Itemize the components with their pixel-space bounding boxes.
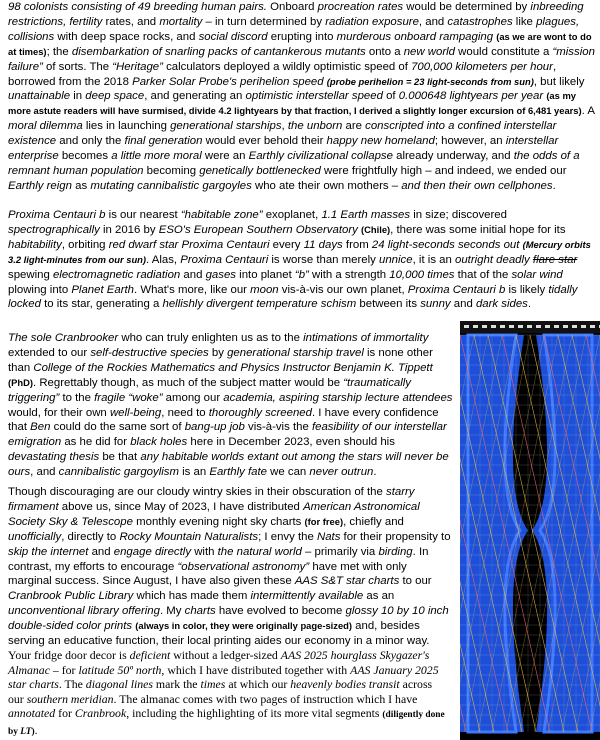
text-run: of sorts. The — [42, 60, 113, 73]
text-run: moon — [250, 283, 279, 296]
text-run: the odds of a remnant human population — [8, 150, 580, 177]
text-run: ; the — [46, 45, 72, 58]
text-run: like — [512, 15, 537, 28]
text-run: could do the same sort of — [50, 421, 185, 434]
text-run: exoplanet, — [262, 209, 322, 221]
text-run: glossy 10 by 10 inch double-sided color prints — [8, 605, 449, 633]
text-run: would ever behold their — [202, 135, 327, 148]
text-run: (as we are wont to do at times) — [8, 30, 592, 57]
header-tick — [527, 325, 532, 328]
text-run: the natural world — [217, 545, 302, 558]
text-run: disembarkation of snarling packs of cantankerous mutants — [71, 45, 366, 58]
text-run: Proxima Centauri b — [407, 283, 506, 296]
text-run: extended to our — [8, 346, 91, 359]
text-run: 1.1 Earth masses — [321, 209, 411, 221]
text-run: and — [180, 268, 206, 281]
text-run: times — [200, 677, 226, 692]
text-run: with deep space rocks, and — [54, 30, 199, 43]
text-run: – primarily via — [301, 545, 379, 558]
text-run: who can truly enlighten us as to the — [118, 332, 304, 344]
text-run: is none other than — [8, 346, 433, 374]
text-run: murderous onboard rampaging — [336, 30, 494, 43]
text-run: LT — [20, 726, 32, 737]
text-run: already underway, and — [392, 150, 514, 163]
text-run: above us, since May of 2023, I have distributed — [58, 500, 304, 513]
text-run: and — [450, 298, 476, 311]
text-run: College of the Rockies Mathematics and Physics Instructor Benjamin K. Tippett — [33, 361, 433, 374]
text-run: . In contrast, my efforts to encourage — [8, 545, 429, 573]
text-run: Proxima Centauri — [180, 253, 269, 266]
text-run: , and generating an — [144, 90, 246, 103]
text-run: were frightfully high – and indeed, we ended our — [320, 164, 567, 177]
text-run: solar wind — [511, 268, 563, 281]
text-run: onto a — [365, 45, 404, 58]
text-run: “mission failure” — [8, 45, 595, 73]
text-run: optimistic interstellar speed — [245, 90, 383, 103]
text-run: from — [342, 238, 372, 251]
text-run: becomes — [58, 150, 112, 163]
text-run: thoroughly screened — [208, 406, 312, 419]
text-run: The sole Cranbrooker — [8, 332, 119, 344]
text-run: without a ledger-sized — [170, 648, 281, 662]
text-run: would constitute a — [454, 45, 553, 58]
text-run: genetically bottlenecked — [199, 164, 321, 177]
text-run: (Mercury orbits 3.2 light-minutes from our sun) — [8, 238, 591, 265]
text-run: into planet — [236, 268, 295, 281]
text-run: sunny — [420, 298, 451, 311]
text-run: generational starships — [170, 120, 282, 133]
text-run: 98 colonists consisting of 49 breeding human pairs. — [8, 1, 267, 13]
text-run: . The almanac comes with two pages of instruction which I have — [113, 691, 418, 706]
text-run: and only the — [56, 135, 125, 148]
text-run: among our — [162, 391, 224, 404]
text-run: is likely — [505, 283, 549, 296]
text-run: Cranbrook Public Library — [8, 590, 134, 603]
text-run: as he did for — [61, 436, 131, 449]
text-run: mutating cannibalistic gargoyles — [90, 179, 252, 192]
text-run: never outrun — [309, 466, 374, 479]
text-run: be that — [99, 451, 141, 464]
text-run: here in December 2023, even should his — [187, 436, 395, 449]
text-run: Earthly civilizational collapse — [248, 150, 393, 163]
text-run: (as my more astute readers will have surmised, divide 4.2 lightyears by that fraction, I derived a slightly longer excursion of 6,481 years) — [8, 90, 582, 117]
text-run: in — [70, 90, 86, 103]
text-run: academia, aspiring starship lecture attendees — [223, 391, 453, 404]
text-run: 700,000 kilometers per hour — [411, 60, 553, 73]
text-run: vis-à-vis the — [244, 421, 312, 434]
text-run: self-destructive species — [90, 346, 209, 359]
header-tick — [581, 325, 586, 328]
text-run: happy new homeland — [326, 135, 435, 148]
text-run: are — [342, 120, 366, 133]
text-run: latitude 50º north — [78, 662, 162, 677]
header-tick — [563, 325, 568, 328]
text-run: is our nearest — [105, 209, 181, 221]
text-run: who ate their own mothers – — [251, 179, 402, 192]
text-run: (diligently done by — [8, 710, 445, 737]
text-run: habitability — [8, 238, 62, 251]
text-run: and then their own cellphones — [401, 179, 553, 192]
text-run: “Heritage” — [112, 60, 163, 73]
text-run: bang-up job — [184, 421, 245, 434]
text-run: Though discouraging are our cloudy wintry skies in their obscuration of the — [8, 486, 386, 498]
paragraph-cranbrooker-lecture — [8, 331, 453, 480]
text-run: . What's more, like our — [134, 283, 251, 296]
text-run: ESO's European Southern Observatory — [158, 223, 358, 236]
text-run: charts — [184, 605, 216, 618]
text-run: diagonal lines — [85, 677, 153, 692]
text-run: by — [208, 346, 228, 359]
header-tick — [464, 325, 469, 328]
text-run: intimations of immortality — [303, 332, 429, 344]
text-run: a little more moral — [111, 150, 202, 163]
text-run: between its — [356, 298, 421, 311]
text-run: of — [382, 90, 399, 103]
text-run: , but likely — [533, 75, 585, 88]
text-run: mortality — [159, 15, 203, 28]
text-run: . My — [159, 605, 185, 618]
header-tick — [500, 325, 505, 328]
header-tick — [473, 325, 478, 328]
text-run: electromagnetic radiation — [52, 268, 181, 281]
text-run: flare star — [532, 253, 578, 266]
text-run: red dwarf star Proxima Centauri — [108, 238, 270, 251]
paragraph-skygazer-almanac — [8, 648, 448, 740]
text-run: ; however, an — [434, 135, 506, 148]
text-run: for their propensity to — [340, 530, 451, 543]
hourglass-almanac-chart — [460, 321, 600, 740]
text-run: 10,000 times — [389, 268, 455, 281]
text-run: , — [281, 120, 288, 133]
paragraph-proxima-centauri — [8, 208, 596, 312]
text-run: generational starship travel — [227, 346, 364, 359]
header-tick — [536, 325, 541, 328]
text-run: Nats — [316, 530, 341, 543]
header-tick — [509, 325, 514, 328]
text-run: across our — [8, 677, 433, 706]
text-run: Cranbrook — [74, 706, 127, 721]
text-run: unnice — [379, 253, 413, 266]
header-tick — [482, 325, 487, 328]
text-run: skip the internet — [8, 545, 89, 558]
text-run: in size; discovered — [410, 209, 507, 221]
text-run: , which I have distributed together with — [161, 662, 351, 677]
text-run: engage directly — [113, 545, 192, 558]
text-run: were an — [201, 150, 249, 163]
text-run: is worse than merely — [268, 253, 380, 266]
text-run: Your fridge door decor is — [8, 648, 130, 662]
text-run: . — [527, 298, 532, 311]
text-run: Earthly fate — [209, 466, 267, 479]
text-run: , borrowed from the 2018 — [8, 60, 557, 88]
text-run: AAS S&T star charts — [294, 575, 400, 588]
text-run: AAS January 2025 star charts — [8, 662, 439, 692]
text-run: for — [55, 706, 75, 721]
text-run: spewing — [8, 268, 53, 281]
text-run: to the — [59, 391, 95, 404]
text-run: Parker Solar Probe's perihelion speed — [132, 75, 324, 88]
text-run: ) — [31, 726, 35, 737]
text-run: with a strength — [308, 268, 390, 281]
text-run: . — [552, 179, 556, 192]
text-run: at which our — [225, 677, 291, 692]
text-run: radiation exposure — [325, 15, 419, 28]
header-tick — [554, 325, 559, 328]
text-run: unattainable — [8, 90, 71, 103]
text-run: Proxima Centauri b — [8, 209, 106, 221]
paragraph-generational-starship — [8, 0, 596, 194]
text-run: which has made them — [133, 590, 251, 603]
text-run: social discord — [198, 30, 268, 43]
text-run: any habitable worlds extant out among the stars will never be ours — [8, 451, 449, 479]
text-run: becoming — [143, 164, 200, 177]
text-run: have evolved to become — [215, 605, 346, 618]
text-run: “habitable zone” — [180, 209, 263, 221]
text-run: plowing into — [8, 283, 72, 296]
text-run: outright deadly — [455, 253, 530, 266]
text-run: monthly evening night sky charts — [132, 515, 305, 528]
text-run: dark sides — [475, 298, 528, 311]
text-run: to its star, generating a — [40, 298, 163, 311]
header-tick — [518, 325, 523, 328]
text-run: , it is an — [412, 253, 456, 266]
text-run: . Regrettably though, as much of the subject matter would be — [33, 376, 344, 389]
text-run: unconventional library offering — [8, 605, 160, 618]
header-tick — [545, 325, 550, 328]
text-run: hellishly divergent temperature schism — [162, 298, 357, 311]
text-run: fragile “woke” — [94, 391, 163, 404]
text-run: intermittently available — [250, 590, 364, 603]
text-run: 24 light-seconds seconds out — [371, 238, 520, 251]
text-run: . — [34, 722, 38, 737]
text-run: we can — [266, 466, 310, 479]
text-run: interstellar enterprise — [8, 135, 559, 163]
text-run: “traumatically triggering” — [8, 376, 411, 404]
header-tick — [491, 325, 496, 328]
text-run: tidally locked — [8, 283, 578, 311]
text-run: catastrophes — [447, 15, 513, 28]
text-run: conscripted into a confined interstellar existence — [8, 120, 557, 148]
text-run: mark the — [152, 677, 201, 692]
text-run: in 2016 by — [99, 223, 159, 236]
text-run: (PhD) — [8, 376, 33, 388]
text-run: Planet Earth — [71, 283, 135, 296]
text-run: 11 days — [303, 238, 343, 251]
text-run: . The — [58, 677, 86, 692]
text-run: deficient — [129, 648, 171, 662]
paragraph-star-charts — [8, 485, 453, 649]
text-run: , and — [418, 15, 448, 28]
text-run: calculators deployed a wildly optimistic speed of — [162, 60, 412, 73]
text-run: have met with only marginal success. Since August, I have also given these — [8, 560, 407, 588]
text-run: lies in launching — [82, 120, 171, 133]
text-run: vis-à-vis our own planet, — [278, 283, 408, 296]
text-run: – for — [49, 662, 79, 677]
text-run: . A — [581, 105, 595, 118]
text-run: , chiefly and — [343, 515, 404, 528]
text-run: (probe perihelion = 23 light-seconds from sun) — [326, 75, 534, 87]
text-run: , directly to — [61, 530, 120, 543]
text-run: . I have every confidence that — [8, 406, 439, 434]
text-run: rates, and — [102, 15, 160, 28]
text-run: as — [71, 179, 91, 192]
skygazer-almanac-image — [460, 321, 600, 740]
header-tick — [572, 325, 577, 328]
text-run: – in turn determined by — [202, 15, 326, 28]
text-run: , orbiting — [61, 238, 109, 251]
text-run: annotated — [8, 706, 56, 721]
text-run: as an — [363, 590, 395, 603]
text-run: plagues, collisions — [8, 15, 580, 43]
text-run: “observational astronomy” — [177, 560, 310, 573]
text-run: with — [191, 545, 218, 558]
text-run: Onboard — [266, 1, 318, 13]
text-run: Rocky Mountain Naturalists — [119, 530, 259, 543]
text-run: , including the highlighting of its more vital segments — [126, 706, 383, 721]
text-run: (Chile) — [360, 223, 391, 235]
text-run: 0.000648 lightyears per year — [398, 90, 544, 103]
text-run: starry firmament — [8, 486, 415, 513]
text-run: . — [373, 466, 377, 479]
header-tick — [590, 325, 595, 328]
text-run: the unborn — [287, 120, 343, 133]
text-run: birding — [378, 545, 413, 558]
text-run: , need to — [161, 406, 209, 419]
text-run: moral dilemma — [8, 120, 83, 133]
text-run: erupting into — [267, 30, 337, 43]
text-run: ; I envy the — [258, 530, 317, 543]
text-run: southern meridian — [26, 691, 114, 706]
text-run: , there was some initial hope for its — [390, 223, 566, 236]
text-run: and, besides serving an educative function, their local printing aides our economy in a minor way. — [8, 620, 430, 648]
text-run: Earthly reign — [8, 179, 72, 192]
text-run: and — [88, 545, 114, 558]
text-run: that of the — [454, 268, 512, 281]
text-run: spectrographically — [8, 223, 100, 236]
text-run: devastating thesis — [8, 451, 100, 464]
text-run: (always in color, they were originally page-sized) — [135, 620, 353, 632]
text-run: to our — [399, 575, 432, 588]
text-run: heavenly bodies transit — [290, 677, 400, 692]
text-run: final generation — [124, 135, 203, 148]
text-run: unofficially — [8, 530, 62, 543]
text-run: , and — [30, 466, 59, 479]
text-run: . Alas, — [146, 253, 181, 266]
text-run: is an — [178, 466, 210, 479]
text-run: would, for their own — [8, 406, 110, 419]
text-run: feasibility of our interstellar emigration — [8, 421, 447, 449]
text-run: gases — [205, 268, 236, 281]
text-run: black holes — [130, 436, 188, 449]
text-run: well-being — [109, 406, 162, 419]
text-run: cannibalistic gargoylism — [58, 466, 179, 479]
text-run: would be determined by — [403, 1, 531, 13]
text-run: deep space — [85, 90, 145, 103]
text-run: American Astronomical Society Sky & Telescope — [8, 500, 420, 528]
text-run: procreation rates — [317, 1, 404, 13]
text-run: (for free) — [304, 515, 344, 527]
text-run: inbreeding restrictions, fertility — [8, 1, 584, 28]
text-run: every — [269, 238, 304, 251]
text-run: AAS 2025 hourglass Skygazer's Almanac — [8, 648, 430, 677]
text-run: “b” — [294, 268, 309, 281]
text-run: new world — [403, 45, 455, 58]
text-run: Ben — [30, 421, 51, 434]
